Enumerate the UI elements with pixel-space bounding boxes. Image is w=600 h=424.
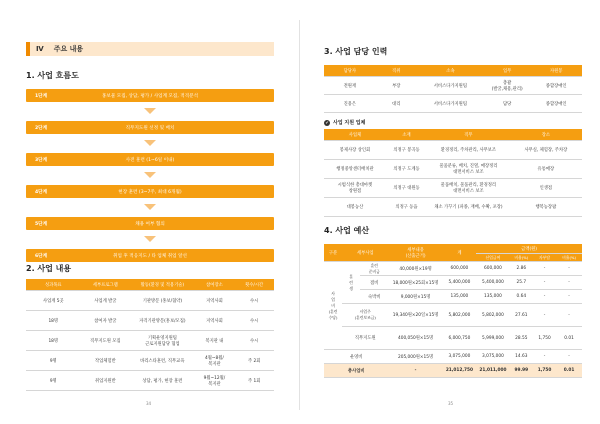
- table-cell: -: [533, 262, 556, 276]
- table-row: [26, 351, 274, 371]
- table-row: [324, 179, 582, 198]
- table-cell: 4월~8월/ 복지관: [195, 351, 235, 371]
- table-cell: 27.61: [510, 304, 533, 327]
- flow-heading: 1. 사업 흐름도: [26, 71, 79, 80]
- table-cell: 0.01: [556, 364, 582, 378]
- table-cell: 3,075,000: [476, 350, 510, 364]
- table-row: [324, 160, 582, 179]
- flow-chart: [26, 89, 274, 262]
- subgroup-label: 훈 련 생: [342, 262, 360, 304]
- step-text: 채용 여부 협의: [135, 221, 165, 227]
- table-cell: 행정중앙센터배치관: [324, 160, 386, 179]
- table-cell: 의정구 도계동: [386, 160, 427, 179]
- table-cell: -: [556, 304, 582, 327]
- column-header: 참여장소: [195, 279, 235, 291]
- column-subheader: 비율(%): [510, 254, 533, 262]
- table-cell: 인생점: [510, 179, 582, 198]
- column-subheader: 자부담: [533, 254, 556, 262]
- table-cell: -: [533, 276, 556, 290]
- column-header: 자원봉: [530, 65, 582, 77]
- table-cell: 담당: [484, 95, 530, 113]
- table-cell: 총괄 (발굴,채용,관리): [484, 77, 530, 95]
- section-header: [26, 42, 274, 56]
- table-row: [324, 95, 582, 113]
- table-cell: 1,750: [533, 364, 556, 378]
- table-cell: 대봉농산: [324, 198, 386, 217]
- table-cell: 서비스다가지원팀: [417, 95, 484, 113]
- table-cell: 18,000원×25회×15명: [388, 276, 442, 290]
- column-header: 계: [443, 244, 477, 262]
- table-cell: 수시: [234, 311, 274, 331]
- table-cell: 지역사회: [195, 311, 235, 331]
- table-cell: 21,011,000: [476, 364, 510, 378]
- flow-step: [26, 89, 274, 102]
- step-text: 취업 후 적응지도 / 타 업체 취업 알선: [113, 253, 187, 259]
- table-row: [324, 198, 582, 217]
- table-cell: 600,000: [476, 262, 510, 276]
- column-header: 성과목표: [26, 279, 81, 291]
- check-circle-icon: ✔: [325, 120, 329, 125]
- table-cell: 5,400,000: [476, 276, 510, 290]
- column-header: 사업체: [324, 129, 386, 141]
- table-cell: 대리: [376, 95, 417, 113]
- column-header: 소재: [386, 129, 427, 141]
- table-cell: 취업지원반: [81, 371, 131, 391]
- flow-step: [26, 249, 274, 262]
- step-label: 6단계: [34, 253, 48, 259]
- table-cell: 상담, 평가, 현장 훈련: [130, 371, 194, 391]
- step-text: 홍보물 모집, 상담, 평가 / 사업계 모집, 적격분석: [101, 93, 199, 99]
- table-cell: 복지관 내: [195, 331, 235, 351]
- table-cell: 0.64: [510, 290, 533, 304]
- column-header: 업무: [484, 65, 530, 77]
- table-cell: -: [556, 276, 582, 290]
- table-cell: -: [533, 350, 556, 364]
- down-arrow-icon: [144, 236, 156, 242]
- table-cell: 사무실, 체험장, 주차장: [510, 141, 582, 160]
- table-cell: 의정구 대원동: [386, 179, 427, 198]
- table-row: [324, 304, 582, 327]
- table-cell: 기획운영지원팀 근로지원담당 협업: [130, 331, 194, 351]
- table-cell: 99.99: [510, 364, 533, 378]
- table-cell: 점비: [360, 276, 388, 290]
- table-cell: 5,400,000: [443, 276, 477, 290]
- budget-heading: 4. 사업 예산: [324, 226, 370, 235]
- column-header: 직무: [427, 129, 510, 141]
- table-cell: 5,999,000: [476, 327, 510, 350]
- table-header-row: [26, 279, 274, 291]
- column-header: 세부프로그램: [81, 279, 131, 291]
- table-cell: 18명: [26, 331, 81, 351]
- staff-table: [324, 65, 582, 113]
- table-row: [324, 290, 582, 304]
- table-cell: -: [533, 290, 556, 304]
- table-row: [26, 311, 274, 331]
- page-number: 34: [146, 401, 152, 406]
- column-header: 소속: [417, 65, 484, 77]
- column-header: 세부내용 (산출근거): [388, 244, 442, 262]
- table-cell: 전원재: [324, 77, 376, 95]
- table-cell: 6,000,750: [443, 327, 477, 350]
- table-cell: 사업계 발굴: [81, 291, 131, 311]
- table-cell: 물품배치, 물품관리, 환경정리 대면서비스 보조: [427, 179, 510, 198]
- column-header: 세부사업: [342, 244, 388, 262]
- table-cell: 400,050원×15명: [388, 327, 442, 350]
- step-label: 3단계: [34, 157, 48, 163]
- table-cell: 주 2회: [234, 351, 274, 371]
- column-subheader: 비율(%): [556, 254, 582, 262]
- column-header: 담당자: [324, 65, 376, 77]
- section-number: Ⅳ: [36, 45, 44, 53]
- table-cell: 25.7: [510, 276, 533, 290]
- table-cell: 운영비: [324, 350, 388, 364]
- table-cell: 사업주 (훈련보조금): [342, 304, 388, 327]
- flow-step: [26, 217, 274, 230]
- table-cell: 14.63: [510, 350, 533, 364]
- table-cell: 총사업비: [324, 364, 388, 378]
- table-row: [26, 291, 274, 311]
- step-label: 4단계: [34, 189, 48, 195]
- content-table: [26, 279, 274, 391]
- table-cell: 21,012,750: [443, 364, 477, 378]
- table-cell: 0.01: [556, 327, 582, 350]
- down-arrow-icon: [144, 172, 156, 178]
- table-cell: 봉제사장 상인회: [324, 141, 386, 160]
- table-row: [324, 262, 582, 276]
- table-cell: 9,000원×15명: [388, 290, 442, 304]
- table-cell: 진용은: [324, 95, 376, 113]
- table-cell: 의정구 봉곡동: [386, 141, 427, 160]
- table-cell: 행복농장팜: [510, 198, 582, 217]
- table-cell: 5,802,000: [476, 304, 510, 327]
- table-cell: 채소 가꾸기 (파종, 재배, 수확, 포장): [427, 198, 510, 217]
- table-cell: 135,000: [476, 290, 510, 304]
- table-header-row: [324, 129, 582, 141]
- table-cell: 작업체험반: [81, 351, 131, 371]
- table-cell: 지역사회: [195, 291, 235, 311]
- budget-table: [324, 244, 582, 378]
- table-row: [26, 331, 274, 351]
- flow-step: [26, 121, 274, 134]
- partner-heading: [324, 119, 365, 126]
- staff-heading: 3. 사업 담당 인력: [324, 47, 388, 56]
- table-cell: 종합장애인: [530, 95, 582, 113]
- flow-step: [26, 153, 274, 166]
- step-label: 5단계: [34, 221, 48, 227]
- step-text: 현장 훈련 (3~7주, 최대 6개월): [118, 189, 182, 195]
- table-cell: 18명: [26, 311, 81, 331]
- table-header-row: [324, 65, 582, 77]
- table-row: [324, 327, 582, 350]
- table-row: [324, 77, 582, 95]
- table-cell: 19,340원×20일×15명: [388, 304, 442, 327]
- column-header: 직위: [376, 65, 417, 77]
- table-row: [324, 276, 582, 290]
- table-cell: 참여자 발굴: [81, 311, 131, 331]
- table-cell: 사업계 5곳: [26, 291, 81, 311]
- table-cell: 물품분류, 배치, 진열, 매장정리 대면서비스 보조: [427, 160, 510, 179]
- column-header: 구분: [324, 244, 342, 262]
- table-cell: 40,000원×19명: [388, 262, 442, 276]
- table-header-row: [324, 244, 582, 254]
- table-cell: 기관방문 (홍보/협약): [130, 291, 194, 311]
- page-number: 35: [448, 401, 454, 406]
- group-label: 사 업 비 (훈련 수당): [324, 262, 342, 350]
- step-text: 직무지도원 선정 및 배치: [125, 125, 175, 131]
- column-header: 횟수/시간: [234, 279, 274, 291]
- table-cell: 5,802,000: [443, 304, 477, 327]
- table-cell: 바리스타훈련, 직무교육: [130, 351, 194, 371]
- table-cell: 9명: [26, 351, 81, 371]
- table-row: [324, 350, 582, 364]
- table-cell: -: [556, 262, 582, 276]
- table-cell: 9월~12월/ 복지관: [195, 371, 235, 391]
- table-cell: 205,000원×15명: [388, 350, 442, 364]
- table-cell: 28.55: [510, 327, 533, 350]
- table-cell: 부장: [376, 77, 417, 95]
- column-subheader: 산업급여: [476, 254, 510, 262]
- table-cell: 숙박비: [360, 290, 388, 304]
- column-header: 금액(원): [476, 244, 582, 254]
- content-heading: 2. 사업 내용: [26, 264, 72, 273]
- total-row: [324, 364, 582, 378]
- table-cell: 의정구 동읍: [386, 198, 427, 217]
- table-cell: -: [388, 364, 442, 378]
- down-arrow-icon: [144, 204, 156, 210]
- table-cell: 시범식한 총대마켓 창원점: [324, 179, 386, 198]
- table-cell: 600,000: [443, 262, 477, 276]
- table-cell: 자격기관방문(홍보/모집): [130, 311, 194, 331]
- table-cell: 직무지도원: [342, 327, 388, 350]
- table-cell: 3,075,000: [443, 350, 477, 364]
- column-header: 장소: [510, 129, 582, 141]
- table-cell: -: [556, 350, 582, 364]
- flow-step: [26, 185, 274, 198]
- table-row: [26, 371, 274, 391]
- section-title: 주요 내용: [53, 45, 84, 53]
- column-header: 활동(환경 및 적용기술): [130, 279, 194, 291]
- right-page: [300, 0, 600, 424]
- table-cell: 유통매장: [510, 160, 582, 179]
- step-text: 사전 훈련 (1~6일 이내): [125, 157, 175, 163]
- table-cell: 1,750: [533, 327, 556, 350]
- table-cell: -: [533, 304, 556, 327]
- table-row: [324, 141, 582, 160]
- down-arrow-icon: [144, 108, 156, 114]
- table-cell: -: [556, 290, 582, 304]
- table-cell: 종합장애인: [530, 77, 582, 95]
- table-cell: 직무지도원 모집: [81, 331, 131, 351]
- partner-table: [324, 129, 582, 217]
- step-label: 1단계: [34, 93, 48, 99]
- partner-heading-text: 사업 지원 업체: [333, 120, 366, 126]
- step-label: 2단계: [34, 125, 48, 131]
- table-cell: 환경정리, 주차관리, 사무보조: [427, 141, 510, 160]
- table-cell: 훈련 준비금: [360, 262, 388, 276]
- table-cell: 135,000: [443, 290, 477, 304]
- table-cell: 9명: [26, 371, 81, 391]
- table-cell: 수시: [234, 291, 274, 311]
- table-cell: 서비스다가지원팀: [417, 77, 484, 95]
- table-cell: 주 1회: [234, 371, 274, 391]
- table-cell: 2.86: [510, 262, 533, 276]
- down-arrow-icon: [144, 140, 156, 146]
- table-cell: 수시: [234, 331, 274, 351]
